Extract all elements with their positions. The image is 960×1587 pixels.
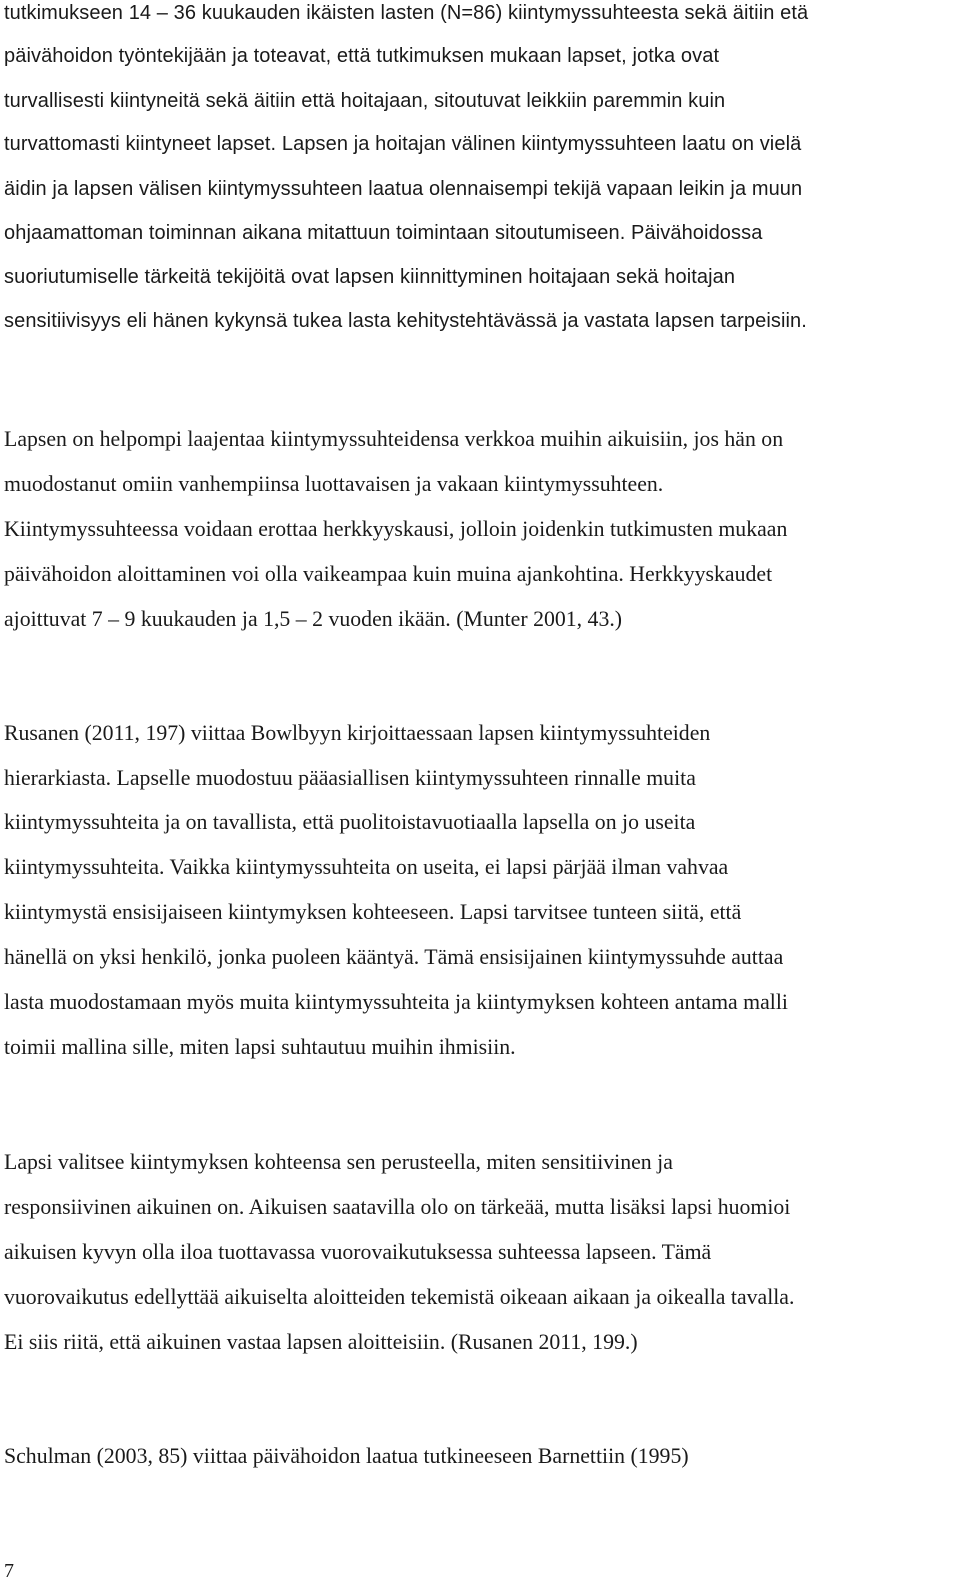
text-line: äidin ja lapsen välisen kiintymyssuhteen laatua olennaisempi tekijä vapaan leikin ja muun [4, 178, 803, 200]
text-line: kiintymyssuhteita. Vaikka kiintymyssuhteita on useita, ei lapsi pärjää ilman vahvaa [4, 855, 729, 879]
text-line: suoriutumiselle tärkeitä tekijöitä ovat lapsen kiinnittyminen hoitajaan sekä hoitajan [4, 266, 736, 288]
text-line: Rusanen (2011, 197) viittaa Bowlbyyn kirjoittaessaan lapsen kiintymyssuhteiden [4, 721, 711, 745]
text-line: tutkimukseen 14 – 36 kuukauden ikäisten lasten (N=86) kiintymyssuhteesta sekä äitiin etä [4, 2, 809, 24]
text-line: kiintymyssuhteita ja on tavallista, että puolitoistavuotiaalla lapsella on jo useita [4, 810, 696, 834]
text-line: kiintymystä ensisijaiseen kiintymyksen kohteeseen. Lapsi tarvitsee tunteen siitä, että [4, 900, 742, 924]
text-line: responsiivinen aikuinen on. Aikuisen saatavilla olo on tärkeää, mutta lisäksi lapsi huomioi [4, 1195, 791, 1219]
text-line: hänellä on yksi henkilö, jonka puoleen kääntyä. Tämä ensisijainen kiintymyssuhde auttaa [4, 945, 784, 969]
text-line: aikuisen kyvyn olla iloa tuottavassa vuorovaikutuksessa suhteessa lapseen. Tämä [4, 1240, 712, 1264]
text-line: päivähoidon työntekijään ja toteavat, että tutkimuksen mukaan lapset, jotka ovat [4, 45, 720, 67]
text-line: ohjaamattoman toiminnan aikana mitattuun toimintaan sitoutumiseen. Päivähoidossa [4, 222, 763, 244]
text-line: Lapsi valitsee kiintymyksen kohteensa sen perusteella, miten sensitiivinen ja [4, 1150, 673, 1174]
text-line: Schulman (2003, 85) viittaa päivähoidon laatua tutkineeseen Barnettiin (1995) [4, 1444, 689, 1468]
text-line: Lapsen on helpompi laajentaa kiintymyssuhteidensa verkkoa muihin aikuisiin, jos hän on [4, 427, 784, 451]
text-line: Ei siis riitä, että aikuinen vastaa lapsen aloitteisiin. (Rusanen 2011, 199.) [4, 1330, 638, 1354]
text-line: päivähoidon aloittaminen voi olla vaikeampaa kuin muina ajankohtina. Herkkyyskaudet [4, 562, 773, 586]
text-line: Kiintymyssuhteessa voidaan erottaa herkkyyskausi, jolloin joidenkin tutkimusten mukaan [4, 517, 788, 541]
text-line: ajoittuvat 7 – 9 kuukauden ja 1,5 – 2 vuoden ikään. (Munter 2001, 43.) [4, 607, 623, 631]
page-number: 7 [4, 1560, 14, 1582]
text-line: vuorovaikutus edellyttää aikuiselta aloitteiden tekemistä oikeaan aikaan ja oikealla tavalla. [4, 1285, 795, 1309]
text-line: muodostanut omiin vanhempiinsa luottavaisen ja vakaan kiintymyssuhteen. [4, 472, 664, 496]
text-line: sensitiivisyys eli hänen kykynsä tukea lasta kehitystehtävässä ja vastata lapsen tarpeisiin. [4, 310, 807, 332]
text-line: hierarkiasta. Lapselle muodostuu pääasiallisen kiintymyssuhteen rinnalle muita [4, 766, 696, 790]
text-line: turvattomasti kiintyneet lapset. Lapsen ja hoitajan välinen kiintymyssuhteen laatu on vielä [4, 133, 802, 155]
text-line: lasta muodostamaan myös muita kiintymyssuhteita ja kiintymyksen kohteen antama malli [4, 990, 788, 1014]
text-line: toimii mallina sille, miten lapsi suhtautuu muihin ihmisiin. [4, 1035, 516, 1059]
text-line: turvallisesti kiintyneitä sekä äitiin että hoitajaan, sitoutuvat leikkiin paremmin kuin [4, 90, 726, 112]
